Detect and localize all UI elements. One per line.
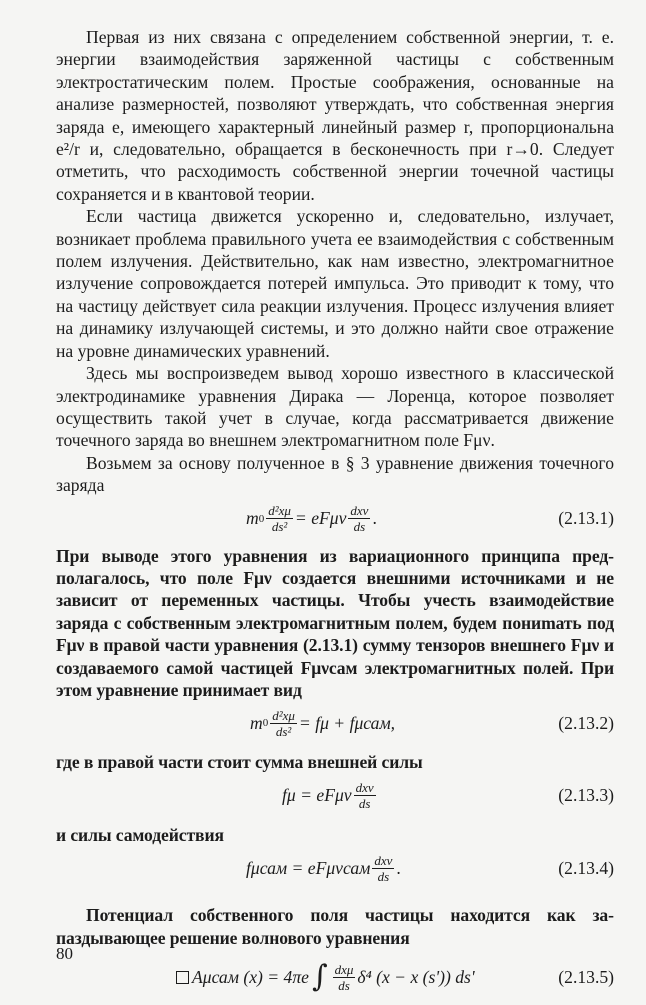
eq5-numerator: dxμ bbox=[334, 961, 354, 977]
eq4-numerator: dxν bbox=[374, 852, 393, 868]
eq3-numerator: dxν bbox=[355, 780, 374, 796]
equation-number-2-13-3: (2.13.3) bbox=[558, 785, 614, 806]
paragraph-dirac-lorentz: Здесь мы воспроизведем вывод хорошо известного в классической электродинамике уравнения Дирака — Лоренца, которое позволяет осуществить такой учет в случае, когда рассматривается движение точечного заряда во внешнем электромагнитном поле Fμν. bbox=[56, 363, 614, 451]
formula-2-13-3 bbox=[282, 774, 378, 818]
eq1-fraction bbox=[266, 503, 293, 534]
eq1-denominator-2: ds bbox=[353, 519, 366, 535]
page-number: 80 bbox=[56, 944, 73, 963]
formula-2-13-5 bbox=[176, 949, 475, 1005]
equation-number-2-13-2: (2.13.2) bbox=[558, 712, 614, 733]
eq5-integral: ∫ bbox=[311, 959, 328, 994]
paragraph-equation-intro: Возьмем за основу полученное в § 3 уравнение движения точечного заряда bbox=[56, 452, 614, 496]
equation-2-13-5 bbox=[56, 949, 614, 1005]
paragraph-self-energy: Первая из них связана с определением собственной энергии, т. е. энергии взаимодействия заряженной частицы с собственным электростатическим полем. Простые соображения, основанные на анализе размерностей, позволяют утверждать, что собственная энергия заряда e, имеющего характерный линейный размер r, пропорциональна e²/r и, следовательно, обращается в бесконечность при r→0. Следует отметить, что расходимость собственной энергии точечной частицы сохраняется и в квантовой теории. bbox=[56, 27, 614, 204]
eq4-lhs: fμсам = eFμνсам bbox=[246, 857, 371, 878]
eq1-numerator: d²xμ bbox=[268, 503, 291, 519]
eq1-numerator-2: dxν bbox=[350, 503, 369, 519]
equation-number-2-13-1: (2.13.1) bbox=[558, 508, 614, 529]
eq1-end: . bbox=[372, 508, 377, 529]
eq5-rhs: δ⁴ (x − x (s')) ds' bbox=[357, 966, 475, 987]
eq4-fraction bbox=[372, 853, 394, 884]
eq1-denominator: ds² bbox=[271, 519, 288, 535]
eq2-denominator: ds² bbox=[275, 723, 292, 739]
eq4-denominator: ds bbox=[377, 868, 390, 884]
formula-2-13-4 bbox=[246, 846, 401, 890]
equation-number-2-13-5: (2.13.5) bbox=[558, 966, 614, 987]
paragraph-potential: Потенциал собственного поля частицы находится как запаздывающее решение волнового уравнения bbox=[56, 905, 614, 948]
eq3-denominator: ds bbox=[358, 796, 371, 812]
paragraph-external-force: где в правой части стоит сумма внешней силы bbox=[56, 752, 423, 773]
equation-2-13-2 bbox=[56, 701, 614, 751]
eq2-fraction bbox=[270, 708, 297, 739]
eq2-numerator: d²xμ bbox=[272, 707, 295, 723]
formula-2-13-2: m 0 $\frac{\text{d²xμ}}{\text{ds²}}$ = fμ + fμсам, bbox=[250, 707, 396, 739]
equation-2-13-4 bbox=[56, 846, 614, 900]
paragraph-variational: При выводе этого уравнения из вариационного принципа предполагалось, что поле Fμν создается внешними источниками и не зависит от переменных частицы. Чтобы учесть взаимодействие заряда с собственным электромагнитным полем, будем пониmать под Fμν в правой части уравнения (2.13.1) сумму тензоров внешнего Fμν и создаваемого самой частицей Fμνсам электромагнитных полей. При этом уравнение принимает вид bbox=[56, 545, 614, 700]
eq5-fraction bbox=[333, 962, 356, 993]
equation-2-13-1 bbox=[56, 497, 614, 545]
paragraph-radiation: Если частица движется ускоренно и, следовательно, излучает, возникает проблема правильного учета ее взаимодействия с собственным полем излучения. Действительно, как нам известно, электромагнитное излучение сопровождается потерей импульса. Это приводит к тому, что на частицу действует сила реакции излучения. Процесс излучения влияет на динамику излучающей системы, и это должно найти свое отражение на уровне динамических уравнений. bbox=[56, 206, 614, 361]
eq1-fraction-2 bbox=[348, 503, 370, 534]
formula-2-13-1: m 0 $\frac{\text{d²xμ}}{\text{ds²}}$ = eFμν $\frac{\text{dxν}}{ds}$ . bbox=[246, 503, 377, 535]
eq5-denominator: ds bbox=[338, 977, 350, 993]
eq5-lhs: Aμсам (x) = 4πe bbox=[192, 966, 309, 987]
page-body bbox=[56, 26, 614, 1005]
eq3-fraction bbox=[354, 780, 376, 811]
eq1-rhs: = eFμν bbox=[294, 508, 347, 529]
eq2-rhs: = fμ + fμсам, bbox=[298, 712, 396, 733]
equation-2-13-3 bbox=[56, 774, 614, 824]
eq1-mass: m bbox=[246, 508, 259, 529]
dalembertian-icon bbox=[176, 971, 189, 984]
equation-number-2-13-4: (2.13.4) bbox=[558, 857, 614, 878]
eq2-mass: m bbox=[250, 712, 263, 733]
eq3-lhs: fμ = eFμν bbox=[282, 785, 352, 806]
paragraph-self-action: и силы самодействия bbox=[56, 824, 224, 845]
eq4-end: . bbox=[396, 857, 401, 878]
